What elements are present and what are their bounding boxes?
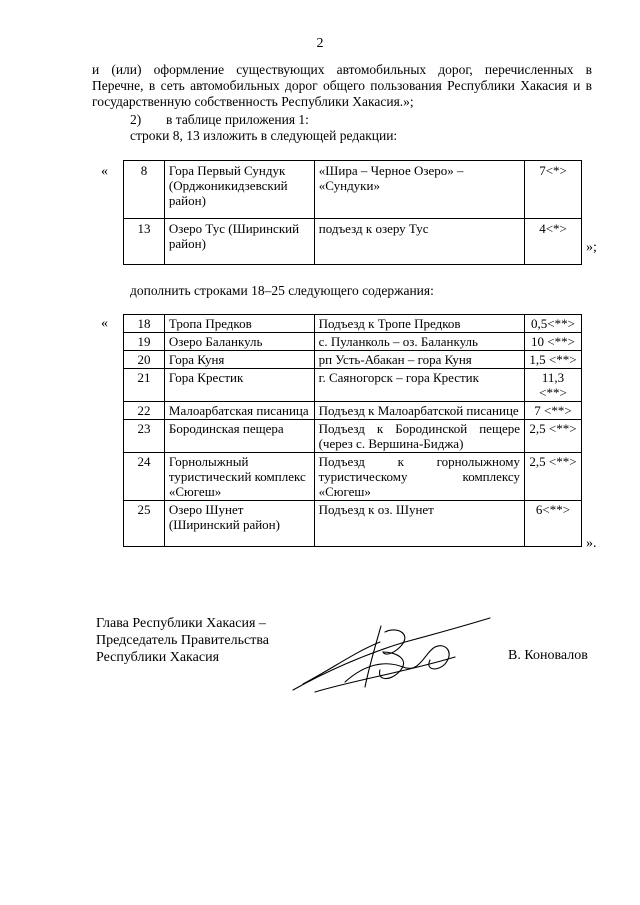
object-name-cell: Малоарбатская писаница <box>164 402 314 420</box>
row-number-cell: 21 <box>124 369 165 402</box>
list-item-number: 2) <box>130 112 142 127</box>
signatory-name: В. Коновалов <box>508 648 588 663</box>
intro-rows-18-25: дополнить строками 18–25 следующего содержания: <box>130 283 434 298</box>
list-item-text: в таблице приложения 1: <box>166 112 309 127</box>
object-name-cell: Гора Крестик <box>164 369 314 402</box>
table-row <box>124 161 582 219</box>
table-row <box>124 219 582 265</box>
signatory-title-line: Председатель Правительства <box>96 633 269 648</box>
paragraph-line: государственную собственность Республики Хакасия.»; <box>92 94 414 109</box>
road-name-cell: Подъезд к горнолыжному туристическому комплексу «Сюгеш» <box>314 453 524 501</box>
quote-close-2: ». <box>586 536 597 551</box>
signatory-title-line: Республики Хакасия <box>96 650 220 665</box>
length-cell: 1,5 <**> <box>525 351 582 369</box>
length-cell: 0,5<**> <box>525 315 582 333</box>
road-name-cell: Подъезд к Бородинской пещере (через с. Вершина-Биджа) <box>314 420 524 453</box>
road-name-cell: Подъезд к Малоарбатской писанице <box>314 402 524 420</box>
body-paragraph <box>92 62 592 110</box>
paragraph-line: и (или) оформление существующих автомобильных дорог, перечисленных в <box>92 62 592 77</box>
length-cell: 4<*> <box>525 219 582 265</box>
object-name-cell: Горнолыжный туристический комплекс «Сюгеш» <box>164 453 314 501</box>
road-name-cell: рп Усть-Абакан – гора Куня <box>314 351 524 369</box>
signatory-title-line: Глава Республики Хакасия – <box>96 616 266 631</box>
handwritten-signature <box>285 612 500 697</box>
road-name-cell: «Шира – Черное Озеро» – «Сундуки» <box>314 161 524 219</box>
length-cell: 2,5 <**> <box>525 420 582 453</box>
object-name-cell: Озеро Шунет (Ширинский район) <box>164 501 314 547</box>
row-number-cell: 8 <box>124 161 165 219</box>
length-cell: 6<**> <box>525 501 582 547</box>
row-number-cell: 19 <box>124 333 165 351</box>
road-name-cell: Подъезд к Тропе Предков <box>314 315 524 333</box>
row-number-cell: 22 <box>124 402 165 420</box>
road-name-cell: Подъезд к оз. Шунет <box>314 501 524 547</box>
quote-close-1: »; <box>586 240 597 255</box>
object-name-cell: Гора Куня <box>164 351 314 369</box>
table-row <box>124 369 582 402</box>
table-row <box>124 351 582 369</box>
object-name-cell: Озеро Тус (Ширинский район) <box>164 219 314 265</box>
length-cell: 7<*> <box>525 161 582 219</box>
paragraph-line: Перечне, в сеть автомобильных дорог общего пользования Республики Хакасия и в <box>92 78 592 93</box>
row-number-cell: 20 <box>124 351 165 369</box>
table-row <box>124 453 582 501</box>
signatory-title <box>96 615 269 666</box>
row-number-cell: 23 <box>124 420 165 453</box>
row-number-cell: 18 <box>124 315 165 333</box>
page-number: 2 <box>316 36 324 51</box>
object-name-cell: Гора Первый Сундук (Орджоникидзевский район) <box>164 161 314 219</box>
quote-open-1: « <box>101 164 108 179</box>
table-row <box>124 315 582 333</box>
table-row <box>124 402 582 420</box>
table-row <box>124 333 582 351</box>
road-name-cell: подъезд к озеру Тус <box>314 219 524 265</box>
length-cell: 7 <**> <box>525 402 582 420</box>
length-cell: 10 <**> <box>525 333 582 351</box>
length-cell: 2,5 <**> <box>525 453 582 501</box>
row-number-cell: 25 <box>124 501 165 547</box>
list-item-2 <box>130 112 309 128</box>
row-number-cell: 24 <box>124 453 165 501</box>
table-rows-8-13 <box>123 160 582 265</box>
table-row <box>124 420 582 453</box>
intro-rows-8-13: строки 8, 13 изложить в следующей редакции: <box>130 128 398 143</box>
quote-open-2: « <box>101 316 108 331</box>
table-row <box>124 501 582 547</box>
table-rows-18-25 <box>123 314 582 547</box>
length-cell: 11,3 <**> <box>525 369 582 402</box>
row-number-cell: 13 <box>124 219 165 265</box>
object-name-cell: Озеро Баланкуль <box>164 333 314 351</box>
object-name-cell: Тропа Предков <box>164 315 314 333</box>
object-name-cell: Бородинская пещера <box>164 420 314 453</box>
road-name-cell: с. Пуланколь – оз. Баланкуль <box>314 333 524 351</box>
road-name-cell: г. Саяногорск – гора Крестик <box>314 369 524 402</box>
